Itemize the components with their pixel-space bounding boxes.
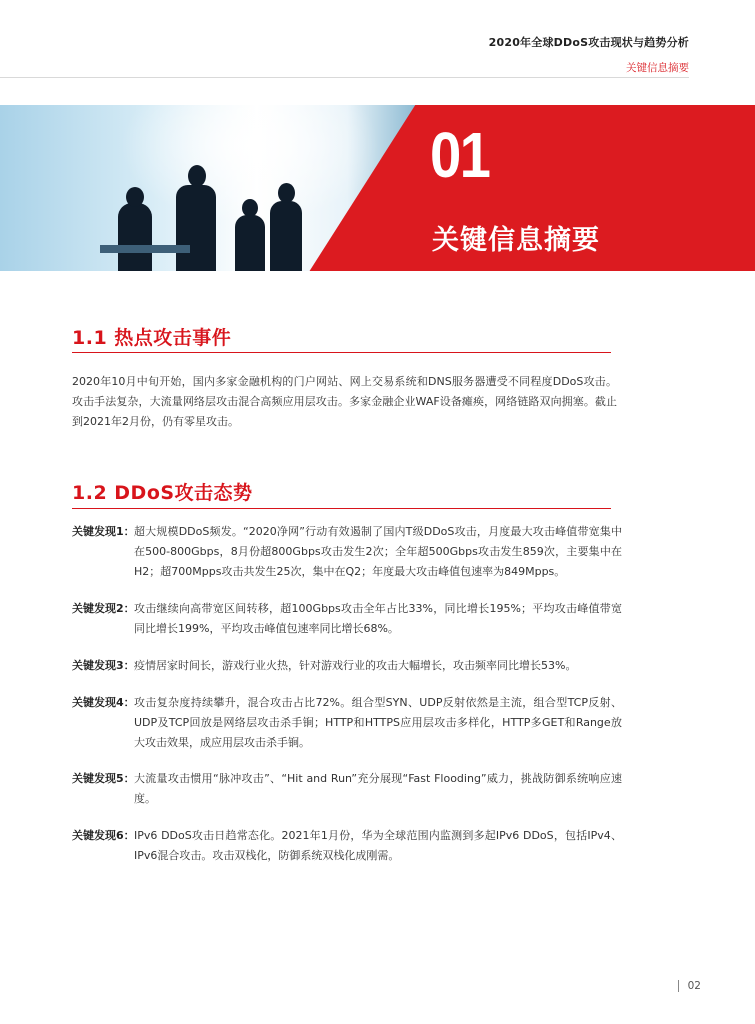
report-title: 2020年全球DDoS攻击现状与趋势分析 — [488, 36, 689, 49]
chapter-number: 01 — [430, 119, 490, 191]
finding-label: 关键发现1： — [72, 525, 135, 538]
page-number-divider — [678, 980, 679, 992]
section-heading-ddos-trends: 1.2 DDoS攻击态势 — [72, 482, 253, 504]
finding-label: 关键发现6： — [72, 829, 135, 842]
finding-text: IPv6 DDoS攻击日趋常态化。2021年1月份，华为全球范围内监测到多起IPv6 DDoS，包括IPv4、IPv6混合攻击。攻击双栈化，防御系统双栈化成刚需。 — [134, 829, 622, 862]
section-label: 关键信息摘要 — [626, 62, 689, 74]
key-finding-4 — [72, 693, 622, 753]
finding-text: 大流量攻击惯用“脉冲攻击”、“Hit and Run”充分展现“Fast Flooding”威力，挑战防御系统响应速度。 — [134, 772, 622, 805]
section-rule — [72, 508, 611, 509]
header-divider — [0, 77, 689, 78]
hot-events-paragraph: 2020年10月中旬开始，国内多家金融机构的门户网站、网上交易系统和DNS服务器遭受不同程度DDoS攻击。攻击手法复杂，大流量网络层攻击混合高频应用层攻击。多家金融企业WAF设备瘫痪，网络链路双向拥塞。截止到2021年2月份，仍有零星攻击。 — [72, 375, 617, 428]
finding-label: 关键发现4： — [72, 696, 135, 709]
finding-text: 攻击复杂度持续攀升，混合攻击占比72%。组合型SYN、UDP反射依然是主流，组合型TCP反射、UDP及TCP回放是网络层攻击杀手锏；HTTP和HTTPS应用层攻击多样化，HTTP多GET和Range放大攻击效果，成应用层攻击杀手锏。 — [134, 696, 622, 749]
key-finding-1 — [72, 522, 622, 582]
section-rule — [72, 352, 611, 353]
section-heading-hot-events: 1.1 热点攻击事件 — [72, 327, 232, 349]
page-number: 02 — [687, 980, 701, 992]
finding-label: 关键发现5： — [72, 772, 135, 785]
finding-label: 关键发现2： — [72, 602, 135, 615]
chapter-title: 关键信息摘要 — [432, 225, 600, 256]
chapter-banner — [0, 105, 755, 271]
finding-label: 关键发现3： — [72, 659, 135, 672]
key-finding-5 — [72, 769, 622, 809]
key-finding-2 — [72, 599, 622, 639]
key-finding-6 — [72, 826, 622, 866]
finding-text: 疫情居家时间长，游戏行业火热，针对游戏行业的攻击大幅增长，攻击频率同比增长53%。 — [134, 659, 577, 672]
finding-text: 超大规模DDoS频发。“2020净网”行动有效遏制了国内T级DDoS攻击，月度最大攻击峰值带宽集中在500-800Gbps，8月份超800Gbps攻击发生2次；全年超500Gbps攻击发生859次，主要集中在H2；超700Mpps攻击共发生25次，集中在Q2；年度最大攻击峰值包速率为849Mpps。 — [134, 525, 622, 578]
finding-text: 攻击继续向高带宽区间转移，超100Gbps攻击全年占比33%，同比增长195%；平均攻击峰值带宽同比增长199%，平均攻击峰值包速率同比增长68%。 — [134, 602, 622, 635]
key-finding-3 — [72, 656, 622, 676]
